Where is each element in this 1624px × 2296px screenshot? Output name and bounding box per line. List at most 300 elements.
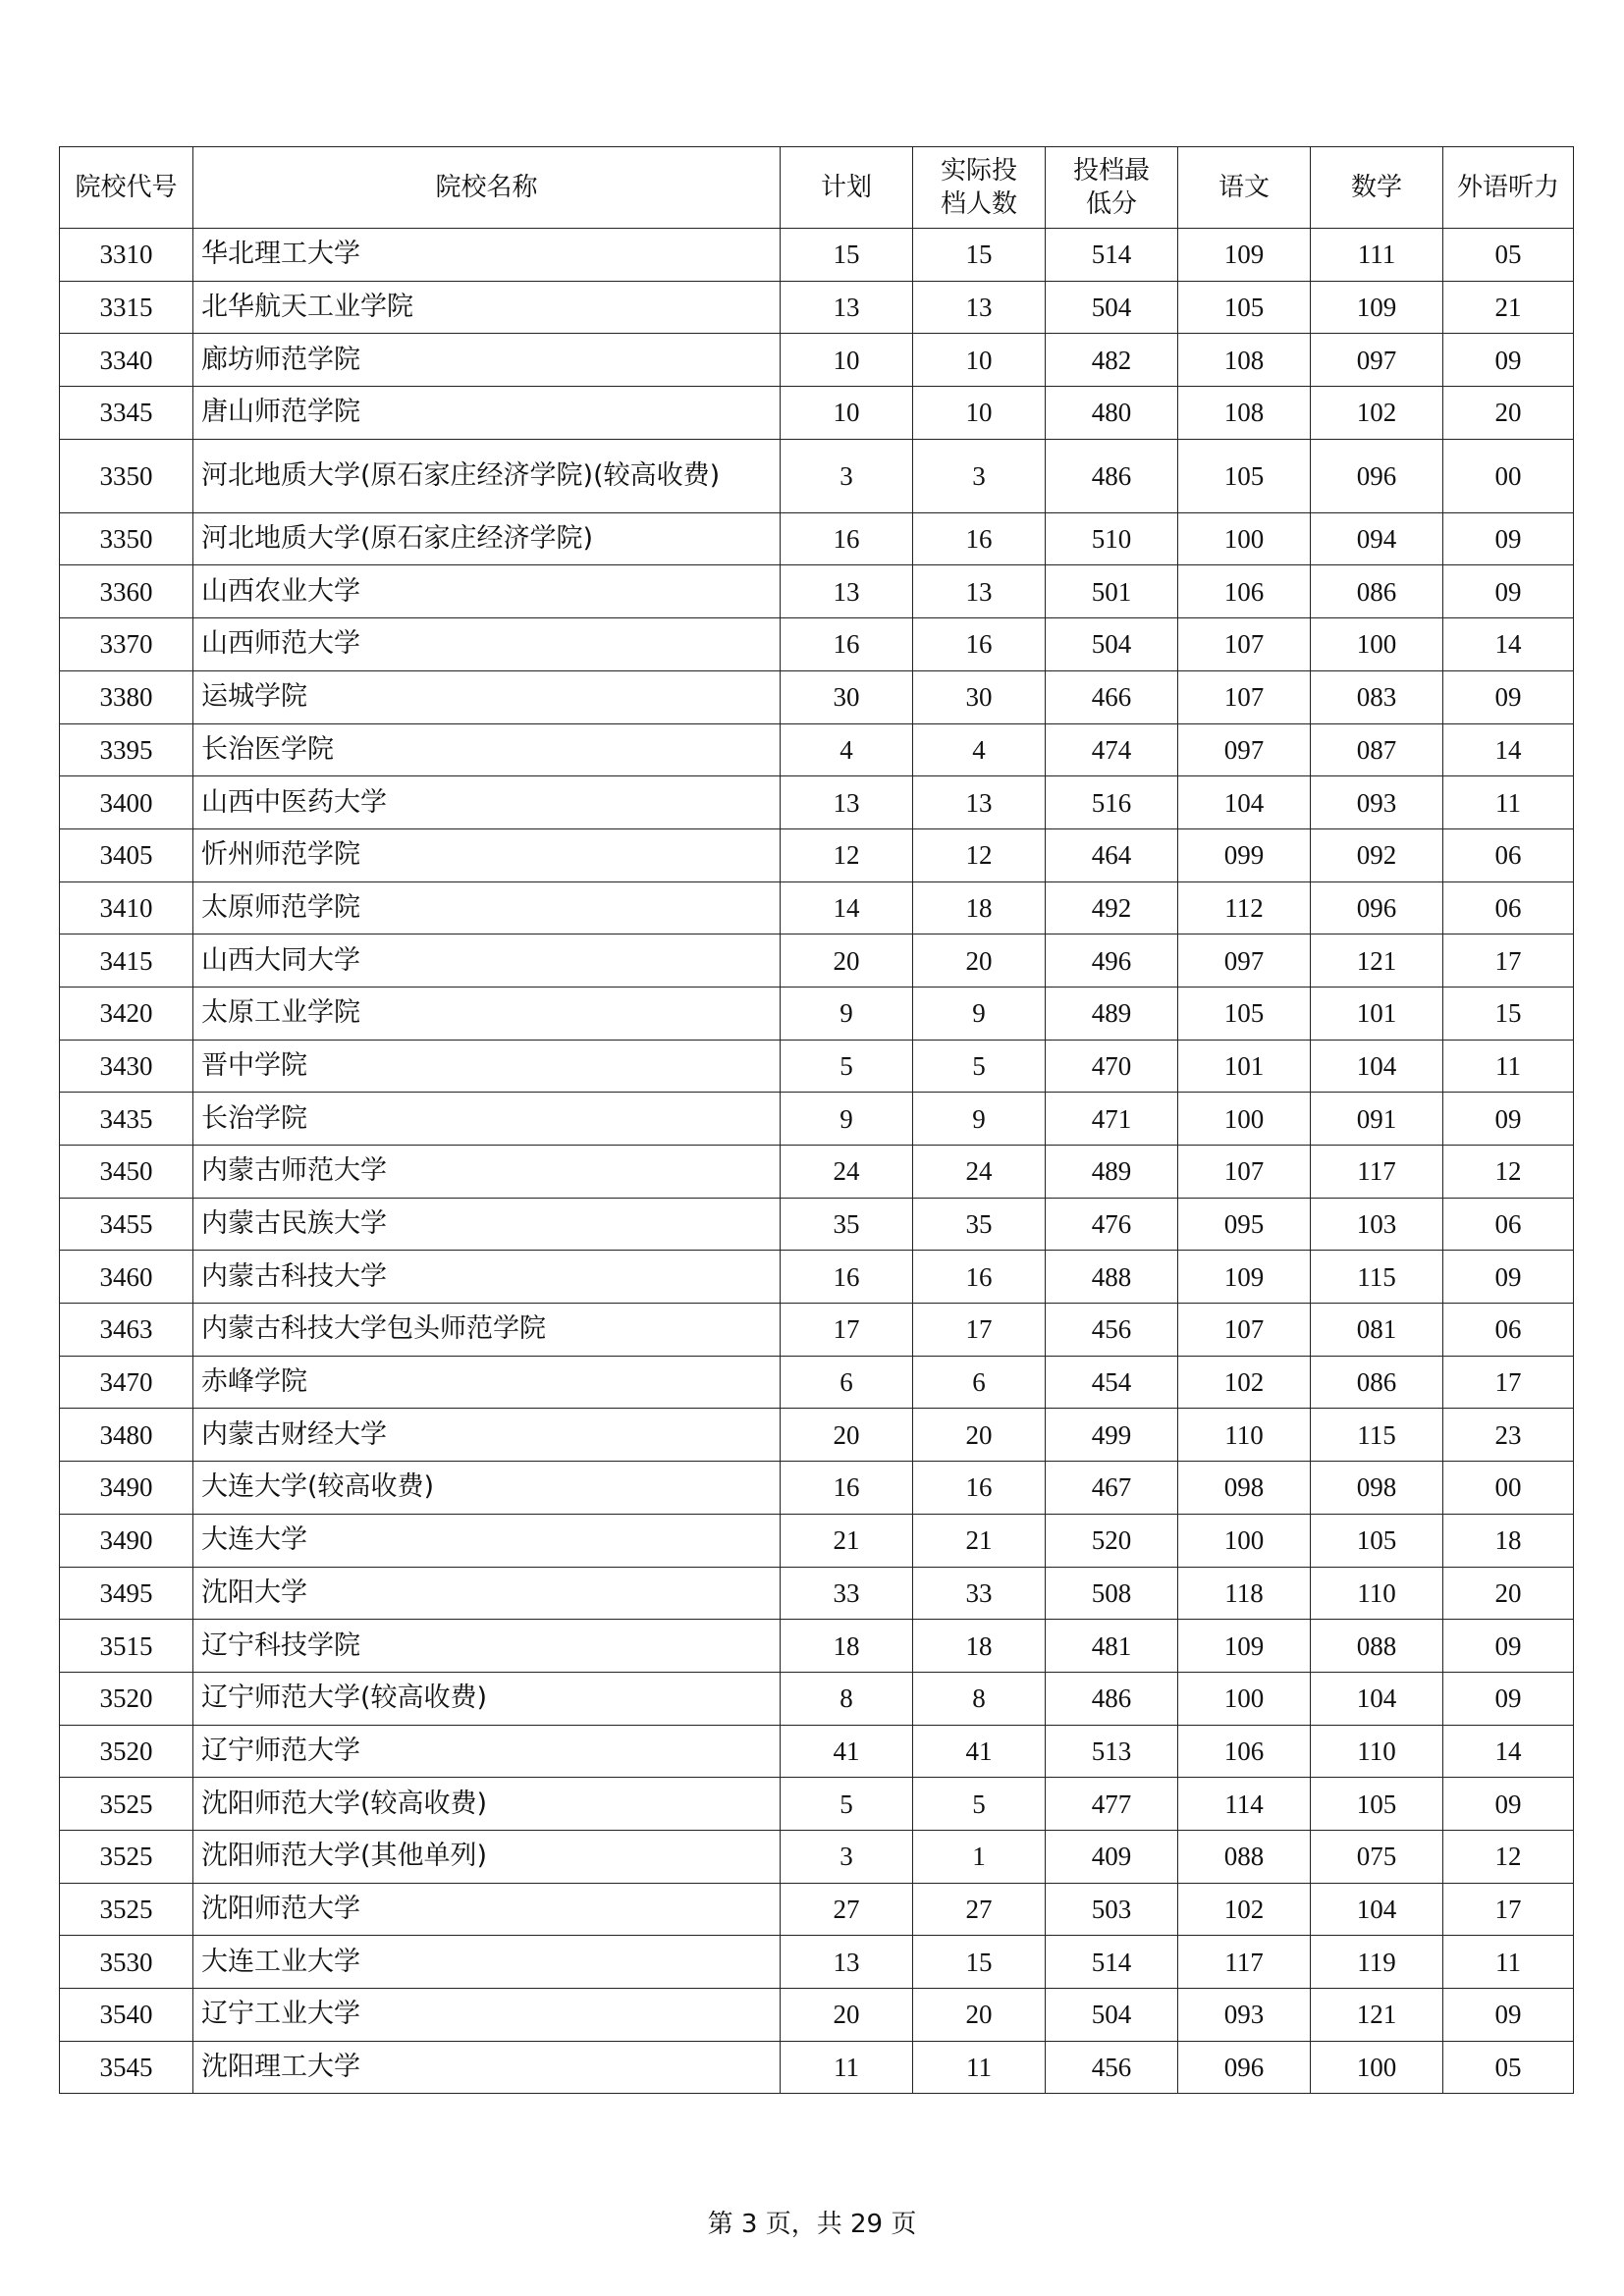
cell-actual-admitted: 20 <box>913 1409 1046 1462</box>
cell-listening: 18 <box>1443 1514 1574 1567</box>
cell-math: 104 <box>1311 1040 1443 1093</box>
cell-school-code: 3480 <box>60 1409 193 1462</box>
cell-school-code: 3520 <box>60 1672 193 1725</box>
cell-min-score: 464 <box>1046 828 1178 881</box>
cell-chinese: 102 <box>1178 1356 1311 1409</box>
cell-actual-admitted: 11 <box>913 2041 1046 2094</box>
cell-listening: 09 <box>1443 512 1574 565</box>
cell-chinese: 105 <box>1178 439 1311 512</box>
cell-actual-admitted: 27 <box>913 1883 1046 1936</box>
cell-listening: 09 <box>1443 1093 1574 1146</box>
cell-min-score: 510 <box>1046 512 1178 565</box>
cell-listening: 14 <box>1443 723 1574 776</box>
cell-math: 102 <box>1311 387 1443 440</box>
cell-actual-admitted: 15 <box>913 1936 1046 1989</box>
cell-math: 104 <box>1311 1883 1443 1936</box>
cell-listening: 09 <box>1443 565 1574 618</box>
cell-school-name: 山西中医药大学 <box>193 776 781 829</box>
cell-school-code: 3520 <box>60 1725 193 1778</box>
cell-actual-admitted: 6 <box>913 1356 1046 1409</box>
cell-school-name: 沈阳师范大学(较高收费) <box>193 1778 781 1831</box>
cell-school-name: 太原师范学院 <box>193 881 781 934</box>
cell-math: 110 <box>1311 1567 1443 1620</box>
table-row <box>60 229 1574 282</box>
cell-school-name: 河北地质大学(原石家庄经济学院)(较高收费) <box>193 439 781 512</box>
cell-school-code: 3410 <box>60 881 193 934</box>
cell-plan: 27 <box>781 1883 913 1936</box>
table-row <box>60 512 1574 565</box>
admission-score-table <box>59 146 1574 2094</box>
cell-min-score: 466 <box>1046 670 1178 723</box>
table-row <box>60 934 1574 988</box>
cell-listening: 00 <box>1443 439 1574 512</box>
cell-actual-admitted: 10 <box>913 387 1046 440</box>
cell-actual-admitted: 35 <box>913 1198 1046 1251</box>
cell-school-name: 赤峰学院 <box>193 1356 781 1409</box>
cell-chinese: 108 <box>1178 387 1311 440</box>
cell-school-name: 内蒙古财经大学 <box>193 1409 781 1462</box>
cell-plan: 33 <box>781 1567 913 1620</box>
cell-actual-admitted: 18 <box>913 1620 1046 1673</box>
cell-listening: 09 <box>1443 1620 1574 1673</box>
cell-school-name: 太原工业学院 <box>193 987 781 1040</box>
cell-school-name: 忻州师范学院 <box>193 828 781 881</box>
table-row <box>60 1725 1574 1778</box>
cell-school-code: 3350 <box>60 512 193 565</box>
cell-school-name: 山西大同大学 <box>193 934 781 988</box>
cell-listening: 21 <box>1443 281 1574 334</box>
cell-min-score: 489 <box>1046 987 1178 1040</box>
cell-listening: 06 <box>1443 828 1574 881</box>
cell-actual-admitted: 20 <box>913 1989 1046 2042</box>
cell-school-name: 廊坊师范学院 <box>193 334 781 387</box>
table-row <box>60 881 1574 934</box>
cell-school-code: 3435 <box>60 1093 193 1146</box>
cell-plan: 17 <box>781 1304 913 1357</box>
cell-min-score: 467 <box>1046 1462 1178 1515</box>
cell-min-score: 477 <box>1046 1778 1178 1831</box>
cell-math: 094 <box>1311 512 1443 565</box>
cell-chinese: 093 <box>1178 1989 1311 2042</box>
cell-listening: 14 <box>1443 618 1574 671</box>
cell-listening: 11 <box>1443 776 1574 829</box>
cell-school-name: 华北理工大学 <box>193 229 781 282</box>
table-row <box>60 1989 1574 2042</box>
cell-chinese: 102 <box>1178 1883 1311 1936</box>
table-body <box>60 229 1574 2094</box>
cell-school-name: 山西师范大学 <box>193 618 781 671</box>
table-row <box>60 1040 1574 1093</box>
header-listening: 外语听力 <box>1443 147 1574 229</box>
table-row <box>60 1936 1574 1989</box>
cell-school-code: 3460 <box>60 1251 193 1304</box>
cell-chinese: 106 <box>1178 1725 1311 1778</box>
cell-min-score: 516 <box>1046 776 1178 829</box>
cell-math: 083 <box>1311 670 1443 723</box>
cell-actual-admitted: 16 <box>913 618 1046 671</box>
cell-min-score: 504 <box>1046 281 1178 334</box>
table-row <box>60 618 1574 671</box>
cell-min-score: 456 <box>1046 2041 1178 2094</box>
cell-listening: 05 <box>1443 2041 1574 2094</box>
cell-math: 098 <box>1311 1462 1443 1515</box>
cell-min-score: 508 <box>1046 1567 1178 1620</box>
cell-school-code: 3405 <box>60 828 193 881</box>
cell-listening: 23 <box>1443 1409 1574 1462</box>
cell-chinese: 112 <box>1178 881 1311 934</box>
header-min-score: 投档最低分 <box>1046 147 1178 229</box>
table-row <box>60 1356 1574 1409</box>
table-row <box>60 1778 1574 1831</box>
cell-school-name: 运城学院 <box>193 670 781 723</box>
cell-listening: 09 <box>1443 1989 1574 2042</box>
cell-min-score: 480 <box>1046 387 1178 440</box>
cell-school-name: 大连大学(较高收费) <box>193 1462 781 1515</box>
cell-school-name: 山西农业大学 <box>193 565 781 618</box>
cell-plan: 13 <box>781 565 913 618</box>
cell-actual-admitted: 8 <box>913 1672 1046 1725</box>
cell-school-code: 3545 <box>60 2041 193 2094</box>
cell-school-name: 内蒙古科技大学 <box>193 1251 781 1304</box>
cell-plan: 20 <box>781 1989 913 2042</box>
cell-actual-admitted: 4 <box>913 723 1046 776</box>
cell-math: 111 <box>1311 229 1443 282</box>
cell-math: 086 <box>1311 565 1443 618</box>
cell-math: 097 <box>1311 334 1443 387</box>
cell-chinese: 095 <box>1178 1198 1311 1251</box>
cell-school-name: 沈阳师范大学(其他单列) <box>193 1830 781 1883</box>
table-row <box>60 987 1574 1040</box>
cell-math: 103 <box>1311 1198 1443 1251</box>
cell-actual-admitted: 17 <box>913 1304 1046 1357</box>
cell-math: 105 <box>1311 1514 1443 1567</box>
cell-school-name: 大连工业大学 <box>193 1936 781 1989</box>
cell-listening: 09 <box>1443 334 1574 387</box>
cell-chinese: 100 <box>1178 1093 1311 1146</box>
cell-math: 115 <box>1311 1251 1443 1304</box>
cell-chinese: 105 <box>1178 281 1311 334</box>
cell-plan: 20 <box>781 1409 913 1462</box>
cell-school-name: 河北地质大学(原石家庄经济学院) <box>193 512 781 565</box>
cell-actual-admitted: 21 <box>913 1514 1046 1567</box>
cell-min-score: 486 <box>1046 1672 1178 1725</box>
cell-school-code: 3420 <box>60 987 193 1040</box>
cell-math: 117 <box>1311 1146 1443 1199</box>
cell-listening: 11 <box>1443 1936 1574 1989</box>
cell-chinese: 117 <box>1178 1936 1311 1989</box>
cell-math: 121 <box>1311 1989 1443 2042</box>
cell-math: 081 <box>1311 1304 1443 1357</box>
cell-min-score: 456 <box>1046 1304 1178 1357</box>
cell-school-code: 3463 <box>60 1304 193 1357</box>
cell-min-score: 476 <box>1046 1198 1178 1251</box>
cell-listening: 17 <box>1443 1883 1574 1936</box>
cell-chinese: 107 <box>1178 1304 1311 1357</box>
cell-school-name: 唐山师范学院 <box>193 387 781 440</box>
cell-actual-admitted: 20 <box>913 934 1046 988</box>
cell-math: 088 <box>1311 1620 1443 1673</box>
cell-min-score: 482 <box>1046 334 1178 387</box>
cell-school-name: 沈阳大学 <box>193 1567 781 1620</box>
cell-math: 105 <box>1311 1778 1443 1831</box>
header-math: 数学 <box>1311 147 1443 229</box>
table-row <box>60 439 1574 512</box>
cell-plan: 20 <box>781 934 913 988</box>
table-row <box>60 1567 1574 1620</box>
header-chinese: 语文 <box>1178 147 1311 229</box>
cell-min-score: 504 <box>1046 618 1178 671</box>
cell-plan: 6 <box>781 1356 913 1409</box>
cell-math: 093 <box>1311 776 1443 829</box>
cell-math: 109 <box>1311 281 1443 334</box>
cell-min-score: 504 <box>1046 1989 1178 2042</box>
cell-plan: 9 <box>781 1093 913 1146</box>
cell-school-name: 内蒙古师范大学 <box>193 1146 781 1199</box>
cell-actual-admitted: 12 <box>913 828 1046 881</box>
cell-school-code: 3380 <box>60 670 193 723</box>
cell-actual-admitted: 16 <box>913 1462 1046 1515</box>
cell-math: 096 <box>1311 881 1443 934</box>
cell-actual-admitted: 9 <box>913 1093 1046 1146</box>
cell-actual-admitted: 16 <box>913 512 1046 565</box>
cell-school-code: 3515 <box>60 1620 193 1673</box>
cell-chinese: 109 <box>1178 229 1311 282</box>
cell-school-code: 3525 <box>60 1778 193 1831</box>
table-row <box>60 1093 1574 1146</box>
cell-math: 092 <box>1311 828 1443 881</box>
cell-listening: 06 <box>1443 881 1574 934</box>
table-row <box>60 1462 1574 1515</box>
cell-listening: 05 <box>1443 229 1574 282</box>
cell-chinese: 098 <box>1178 1462 1311 1515</box>
cell-chinese: 104 <box>1178 776 1311 829</box>
cell-plan: 5 <box>781 1778 913 1831</box>
cell-math: 087 <box>1311 723 1443 776</box>
cell-actual-admitted: 9 <box>913 987 1046 1040</box>
cell-listening: 09 <box>1443 1778 1574 1831</box>
cell-school-code: 3455 <box>60 1198 193 1251</box>
cell-school-code: 3340 <box>60 334 193 387</box>
cell-math: 086 <box>1311 1356 1443 1409</box>
cell-actual-admitted: 16 <box>913 1251 1046 1304</box>
cell-math: 115 <box>1311 1409 1443 1462</box>
cell-school-code: 3525 <box>60 1830 193 1883</box>
cell-plan: 5 <box>781 1040 913 1093</box>
cell-actual-admitted: 18 <box>913 881 1046 934</box>
cell-math: 104 <box>1311 1672 1443 1725</box>
cell-math: 091 <box>1311 1093 1443 1146</box>
cell-actual-admitted: 10 <box>913 334 1046 387</box>
table-row <box>60 1883 1574 1936</box>
cell-plan: 16 <box>781 1251 913 1304</box>
cell-listening: 09 <box>1443 1251 1574 1304</box>
table-row <box>60 1514 1574 1567</box>
cell-school-code: 3450 <box>60 1146 193 1199</box>
cell-min-score: 471 <box>1046 1093 1178 1146</box>
cell-school-code: 3370 <box>60 618 193 671</box>
cell-school-name: 长治医学院 <box>193 723 781 776</box>
cell-listening: 17 <box>1443 1356 1574 1409</box>
table-row <box>60 2041 1574 2094</box>
cell-min-score: 513 <box>1046 1725 1178 1778</box>
cell-plan: 3 <box>781 1830 913 1883</box>
cell-chinese: 101 <box>1178 1040 1311 1093</box>
cell-school-name: 晋中学院 <box>193 1040 781 1093</box>
cell-math: 110 <box>1311 1725 1443 1778</box>
cell-school-name: 辽宁工业大学 <box>193 1989 781 2042</box>
cell-plan: 13 <box>781 281 913 334</box>
cell-school-name: 长治学院 <box>193 1093 781 1146</box>
cell-min-score: 474 <box>1046 723 1178 776</box>
cell-listening: 20 <box>1443 1567 1574 1620</box>
table-row <box>60 1146 1574 1199</box>
header-plan: 计划 <box>781 147 913 229</box>
cell-min-score: 514 <box>1046 1936 1178 1989</box>
header-actual-admitted: 实际投档人数 <box>913 147 1046 229</box>
header-row <box>60 147 1574 229</box>
cell-school-name: 沈阳理工大学 <box>193 2041 781 2094</box>
cell-plan: 10 <box>781 387 913 440</box>
table-row <box>60 1620 1574 1673</box>
cell-school-code: 3525 <box>60 1883 193 1936</box>
cell-listening: 06 <box>1443 1304 1574 1357</box>
cell-actual-admitted: 30 <box>913 670 1046 723</box>
cell-listening: 11 <box>1443 1040 1574 1093</box>
cell-chinese: 118 <box>1178 1567 1311 1620</box>
table-row <box>60 828 1574 881</box>
cell-min-score: 481 <box>1046 1620 1178 1673</box>
cell-chinese: 096 <box>1178 2041 1311 2094</box>
cell-math: 100 <box>1311 618 1443 671</box>
cell-min-score: 501 <box>1046 565 1178 618</box>
cell-chinese: 105 <box>1178 987 1311 1040</box>
cell-min-score: 496 <box>1046 934 1178 988</box>
cell-min-score: 520 <box>1046 1514 1178 1567</box>
cell-school-code: 3315 <box>60 281 193 334</box>
cell-plan: 13 <box>781 776 913 829</box>
cell-plan: 16 <box>781 618 913 671</box>
cell-chinese: 109 <box>1178 1251 1311 1304</box>
cell-chinese: 100 <box>1178 512 1311 565</box>
cell-school-code: 3310 <box>60 229 193 282</box>
cell-school-name: 沈阳师范大学 <box>193 1883 781 1936</box>
cell-plan: 14 <box>781 881 913 934</box>
cell-school-code: 3490 <box>60 1462 193 1515</box>
cell-plan: 30 <box>781 670 913 723</box>
cell-math: 100 <box>1311 2041 1443 2094</box>
cell-school-code: 3490 <box>60 1514 193 1567</box>
cell-listening: 14 <box>1443 1725 1574 1778</box>
cell-plan: 10 <box>781 334 913 387</box>
cell-plan: 21 <box>781 1514 913 1567</box>
cell-min-score: 488 <box>1046 1251 1178 1304</box>
cell-math: 121 <box>1311 934 1443 988</box>
cell-actual-admitted: 5 <box>913 1040 1046 1093</box>
table-row <box>60 281 1574 334</box>
cell-min-score: 454 <box>1046 1356 1178 1409</box>
cell-school-name: 辽宁师范大学 <box>193 1725 781 1778</box>
cell-school-name: 辽宁师范大学(较高收费) <box>193 1672 781 1725</box>
table-row <box>60 776 1574 829</box>
cell-min-score: 470 <box>1046 1040 1178 1093</box>
cell-school-code: 3415 <box>60 934 193 988</box>
cell-chinese: 110 <box>1178 1409 1311 1462</box>
cell-chinese: 106 <box>1178 565 1311 618</box>
table-row <box>60 1672 1574 1725</box>
cell-min-score: 503 <box>1046 1883 1178 1936</box>
cell-plan: 18 <box>781 1620 913 1673</box>
cell-chinese: 097 <box>1178 723 1311 776</box>
cell-chinese: 109 <box>1178 1620 1311 1673</box>
cell-plan: 8 <box>781 1672 913 1725</box>
cell-chinese: 107 <box>1178 670 1311 723</box>
cell-actual-admitted: 13 <box>913 565 1046 618</box>
cell-school-code: 3470 <box>60 1356 193 1409</box>
cell-school-code: 3430 <box>60 1040 193 1093</box>
cell-plan: 11 <box>781 2041 913 2094</box>
cell-school-name: 辽宁科技学院 <box>193 1620 781 1673</box>
cell-min-score: 514 <box>1046 229 1178 282</box>
cell-school-code: 3530 <box>60 1936 193 1989</box>
cell-math: 096 <box>1311 439 1443 512</box>
cell-plan: 35 <box>781 1198 913 1251</box>
cell-actual-admitted: 13 <box>913 776 1046 829</box>
header-school-code: 院校代号 <box>60 147 193 229</box>
table-row <box>60 387 1574 440</box>
cell-school-name: 内蒙古科技大学包头师范学院 <box>193 1304 781 1357</box>
table-row <box>60 334 1574 387</box>
table-row <box>60 1304 1574 1357</box>
page-footer: 第 3 页，共 29 页 <box>707 2210 917 2239</box>
cell-plan: 24 <box>781 1146 913 1199</box>
cell-plan: 16 <box>781 512 913 565</box>
cell-listening: 06 <box>1443 1198 1574 1251</box>
table-row <box>60 1198 1574 1251</box>
cell-listening: 12 <box>1443 1146 1574 1199</box>
cell-listening: 12 <box>1443 1830 1574 1883</box>
cell-listening: 09 <box>1443 670 1574 723</box>
cell-listening: 17 <box>1443 934 1574 988</box>
header-school-name: 院校名称 <box>193 147 781 229</box>
cell-listening: 15 <box>1443 987 1574 1040</box>
cell-listening: 00 <box>1443 1462 1574 1515</box>
cell-chinese: 100 <box>1178 1672 1311 1725</box>
cell-chinese: 088 <box>1178 1830 1311 1883</box>
cell-actual-admitted: 5 <box>913 1778 1046 1831</box>
table-row <box>60 1251 1574 1304</box>
cell-school-code: 3360 <box>60 565 193 618</box>
cell-math: 119 <box>1311 1936 1443 1989</box>
cell-listening: 09 <box>1443 1672 1574 1725</box>
cell-school-code: 3540 <box>60 1989 193 2042</box>
cell-chinese: 108 <box>1178 334 1311 387</box>
cell-math: 075 <box>1311 1830 1443 1883</box>
cell-actual-admitted: 13 <box>913 281 1046 334</box>
cell-actual-admitted: 1 <box>913 1830 1046 1883</box>
table-row <box>60 670 1574 723</box>
cell-min-score: 499 <box>1046 1409 1178 1462</box>
table-row <box>60 1830 1574 1883</box>
cell-min-score: 486 <box>1046 439 1178 512</box>
cell-plan: 16 <box>781 1462 913 1515</box>
cell-plan: 15 <box>781 229 913 282</box>
cell-school-code: 3350 <box>60 439 193 512</box>
table-row <box>60 565 1574 618</box>
cell-actual-admitted: 3 <box>913 439 1046 512</box>
cell-plan: 9 <box>781 987 913 1040</box>
cell-actual-admitted: 33 <box>913 1567 1046 1620</box>
cell-school-name: 内蒙古民族大学 <box>193 1198 781 1251</box>
